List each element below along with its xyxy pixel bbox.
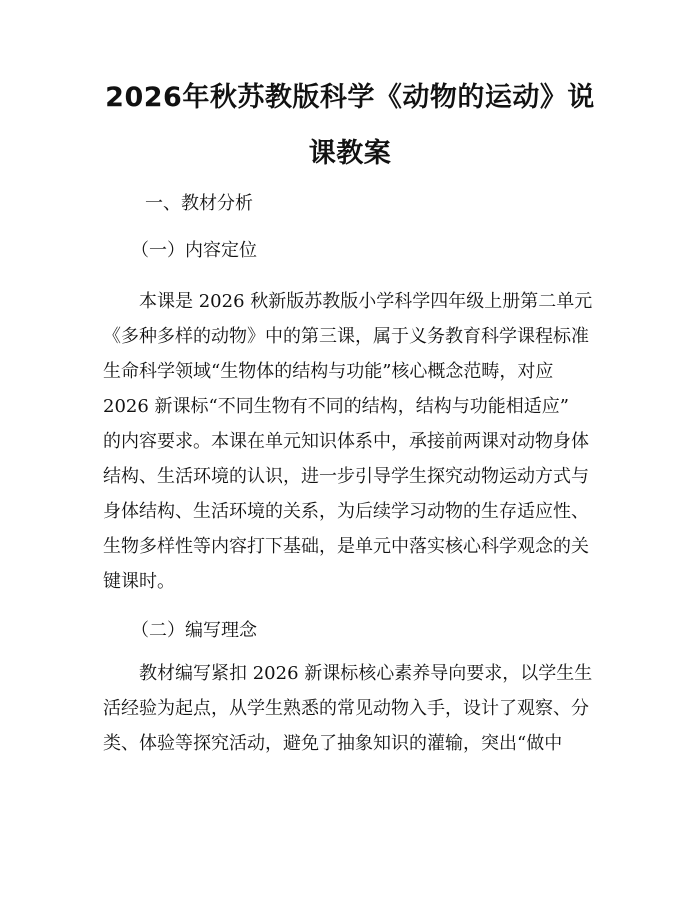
paragraph-line: 结构、生活环境的认识，进一步引导学生探究动物运动方式与	[103, 466, 589, 487]
document-title: 2026年秋苏教版科学《动物的运动》说课教案	[105, 82, 595, 169]
paragraph-line: 生物多样性等内容打下基础，是单元中落实核心科学观念的关	[103, 536, 589, 557]
section-heading-textbook-analysis: 一、教材分析	[145, 193, 253, 214]
paragraph-line: 类、体验等探究活动，避免了抽象知识的灌输，突出“做中	[103, 733, 563, 754]
paragraph-line: 身体结构、生活环境的关系，为后续学习动物的生存适应性、	[103, 501, 589, 522]
paragraph-line: 生命科学领域“生物体的结构与功能”核心概念范畴，对应	[103, 361, 554, 382]
paragraph-line: 本课是 2026 秋新版苏教版小学科学四年级上册第二单元	[139, 291, 593, 312]
paragraph-line: 教材编写紧扣 2026 新课标核心素养导向要求，以学生生	[139, 663, 593, 684]
paragraph-line: 活经验为起点，从学生熟悉的常见动物入手，设计了观察、分	[103, 698, 589, 719]
paragraph-line: 2026 新课标“不同生物有不同的结构，结构与功能相适应”	[103, 396, 569, 417]
paragraph-line: 的内容要求。本课在单元知识体系中，承接前两课对动物身体	[103, 431, 589, 452]
subsection-heading-writing-philosophy: （二）编写理念	[131, 620, 257, 641]
paragraph-line: 《多种多样的动物》中的第三课，属于义务教育科学课程标准	[103, 326, 589, 347]
subsection-heading-content-positioning: （一）内容定位	[131, 240, 257, 261]
paragraph-line: 键课时。	[103, 571, 175, 592]
paragraph-writing-philosophy	[103, 656, 592, 761]
paragraph-content-positioning	[103, 284, 592, 599]
